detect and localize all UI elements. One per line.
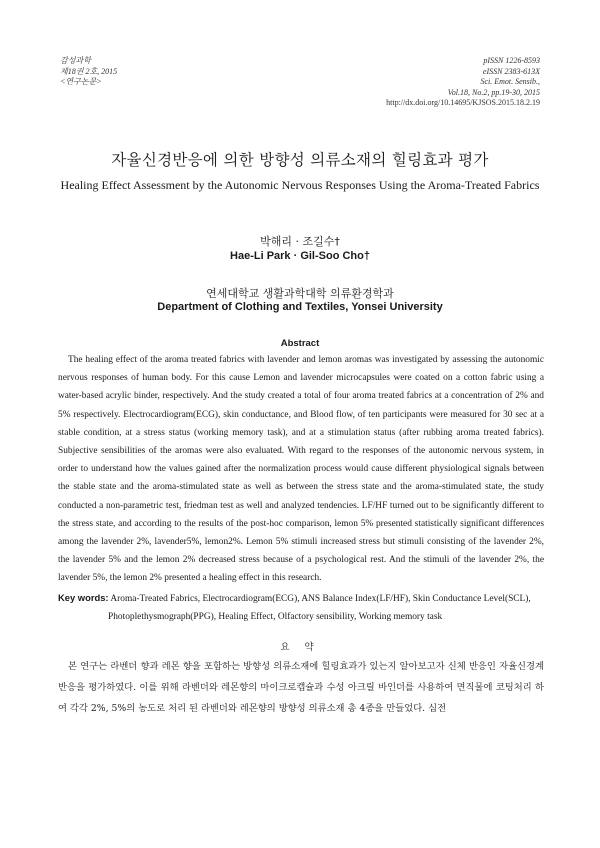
eissn: eISSN 2383-613X: [482, 66, 540, 76]
pissn: pISSN 1226-8593: [483, 56, 540, 65]
title-english: Healing Effect Assessment by the Autonomic Nervous Responses Using the Aroma-Treated Fabrics: [60, 178, 540, 192]
journal-header-left: [60, 56, 117, 88]
abstract-heading: Abstract: [280, 338, 320, 349]
doi-link[interactable]: http://dx.doi.org/10.14695/KJSOS.2015.18.2.19: [386, 98, 540, 107]
volume-pages: Vol.18, No.2, pp.19-30, 2015: [447, 87, 540, 97]
title-korean: 자율신경반응에 의한 방향성 의류소재의 힐링효과 평가: [111, 151, 489, 169]
abstract-text: The healing effect of the aroma treated fabrics with lavender and lemon aromas was investigated by assessing the autonomic nervous responses of human body. For this cause Lemon and lavender microcapsules were coated on a cotton fabric using a water-based acrylic binder, respectively. And the study created a total of four aroma treated fabrics at a concentration of 2% and 5% respectively. Electrocardiogram(ECG), skin conductance, and Blood flow, of ten participants were measured for 30 sec at a stable condition, at a stress status (working memory task), and at a stimulation status (after rubbing aroma treated fabrics). Subjective sensibilities of the aromas were also evaluated. With regard to the responses of the autonomic nervous system, in order to understand how the values gained after the normalization process would cause different physiological signals between the stable state and the aroma-stimulated state as well as between the stress state and the aroma-stimulated state, the study conducted a non-parametric test, friedman test as well and analyzed tendencies. LF/HF turned out to be significantly different to the stress state, and according to the results of the post-hoc comparison, lemon 5% presented statistically significant differences among the lavender 2%, lavender5%, lemon2%. Lemon 5% stimuli increased stress but stimuli consisting of the lavender 2%, the lavender 5% and the lemon 2% decreased stress because of a psychological rest. And the stimuli of the lavender 2%, the lavender 5%, the lemon 2% presented a healing effect in this research.: [58, 355, 544, 584]
journal-abbrev: Sci. Emot. Sensib.,: [480, 77, 540, 86]
keywords-label: Key words:: [58, 592, 109, 603]
authors-korean: 박해리 · 조길수†: [260, 235, 340, 248]
summary-heading: 요 약: [280, 642, 320, 653]
authors-english: Hae-Li Park · Gil-Soo Cho†: [230, 250, 370, 262]
affiliation-english: Department of Clothing and Textiles, Yonsei University: [157, 301, 443, 313]
journal-name-ko: 감성과학: [60, 56, 91, 65]
journal-issue-ko: 제18권 2호, 2015: [60, 66, 118, 76]
article-type-ko: <연구논문>: [60, 77, 102, 86]
keywords-text: Aroma-Treated Fabrics, Electrocardiogram(ECG), ANS Balance Index(LF/HF), Skin Conductance Level(SCL), Photoplethysmograph(PPG), Healing Effect, Olfactory sensibility, Working memory task: [108, 594, 531, 623]
keywords: [58, 589, 544, 626]
summary-text: 본 연구는 라벤더 향과 레몬 향을 포함하는 방향성 의류소재에 힐링효과가 있는지 알아보고자 신체 반응인 자율신경계 반응을 평가하였다. 이를 위해 라벤더와 레몬향의 마이크로캡슐과 수성 아크릴 바인더를 사용하여 면직물에 코팅처리 하여 각각 2%, 5%의 농도로 처리 된 라벤더와 레몬향의 방향성 의류소재 총 4종을 만들었다. 심전: [58, 661, 544, 714]
journal-header-right: [386, 56, 540, 109]
affiliation-korean: 연세대학교 생활과학대학 의류환경학과: [206, 287, 394, 300]
